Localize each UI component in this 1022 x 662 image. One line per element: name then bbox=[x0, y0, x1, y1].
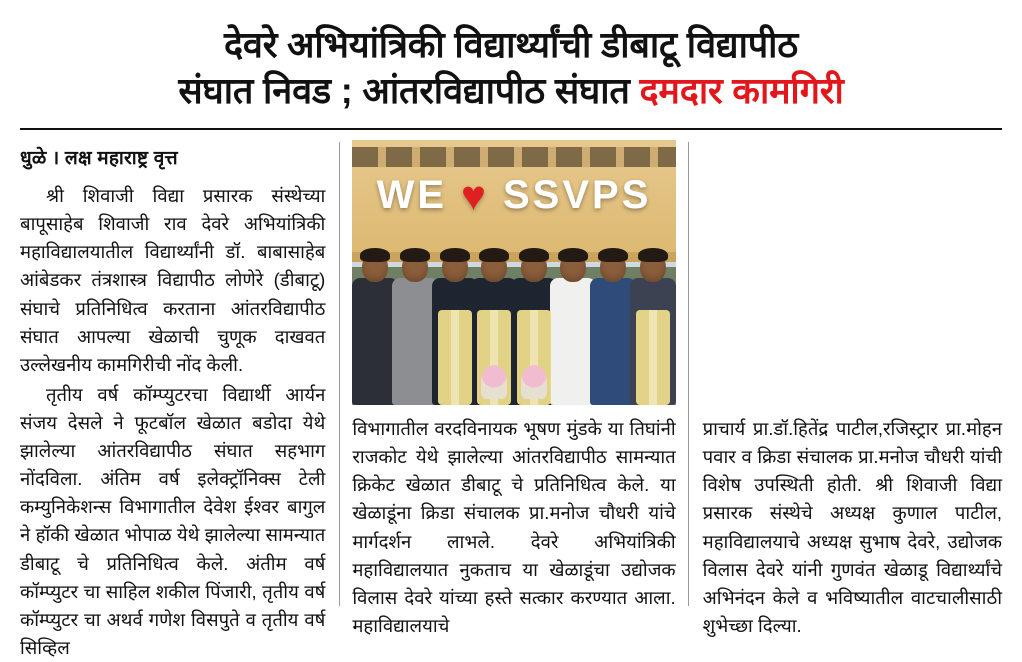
person bbox=[596, 252, 630, 405]
person bbox=[517, 252, 551, 405]
person bbox=[635, 252, 669, 405]
paragraph: प्राचार्य प्रा.डॉ.हितेंद्र पाटील,रजिस्ट्रार प्रा.मोहन पवार व क्रिडा संचालक प्रा.मनोज चौधरी यांची विशेष उपस्थिती होती. श्री शिवाजी विद्या प्रसारक संस्थेचे अध्यक्ष कुणाल पाटील, महाविद्यालयाचे अध्यक्ष सुभाष देवरे, उद्योजक विलास देवरे यांनी गुणवंत खेळाडू विद्यार्थ्यांचे अभिनंदन केले व भविष्यातील वाटचालीसाठी शुभेच्छा दिल्या. bbox=[702, 418, 1003, 636]
paragraph: श्री शिवाजी विद्या प्रसारक संस्थेच्या बापूसाहेब शिवाजी राव देवरे अभियांत्रिकी महाविद्यालयातील विद्यार्थ्यांनी डॉ. बाबासाहेब आंबेडकर तंत्रशास्त्र विद्यापीठ लोणेरे (डीबाटू) संघाचे प्रतिनिधित्व करताना आंतरविद्यापीठ संघात आपल्या खेळाची चुणूक दाखवत उल्लेखनीय कामगिरीची नोंद केली. bbox=[20, 185, 326, 375]
person bbox=[477, 252, 511, 405]
photo-scene bbox=[352, 140, 675, 405]
person-sash bbox=[636, 310, 670, 405]
person-head bbox=[402, 252, 428, 282]
bouquet bbox=[481, 365, 507, 399]
person-head bbox=[521, 252, 547, 282]
paragraph: विभागातील वरदविनायक भूषण मुंडके या तिघांनी राजकोट येथे झालेल्या आंतरविद्यापीठ सामन्यात क्रिकेट खेळात डीबाटू चे प्रतिनिधित्व केले. या खेळाडूंना क्रिडा संचालक प्रा.मनोज चौधरी यांचे मार्गदर्शन लाभले. देवरे अभियांत्रिकी महाविद्यालयात नुकताच या खेळाडूंचा उद्योजक विलास देवरे यांच्या हस्ते सत्कार करण्यात आला. महाविद्यालयाचे bbox=[352, 418, 676, 636]
paragraph: तृतीय वर्ष कॉम्प्युटरचा विद्यार्थी आर्यन संजय देसले ने फूटबॉल खेळात बडोदा येथे झालेल्या आंतरविद्यापीठ संघात सहभाग नोंदविला. अंतिम वर्ष इलेक्ट्रॉनिक्स टेली कम्युनिकेशन्स विभागातील देवेश ईश्वर बागुल ने हॉकी खेळात भोपाळ येथे झालेल्या सामन्यात डीबाटू चे प्रतिनिधित्व केले. अंतीम वर्ष कॉम्प्युटर चा साहिल शकील पिंजारी, तृतीय वर्ष कॉम्प्युटर चा अथर्व गणेश विसपुते व तृतीय वर्ष सिव्हिल bbox=[20, 383, 326, 658]
person-head bbox=[560, 252, 586, 282]
person-head bbox=[600, 252, 626, 282]
person bbox=[556, 252, 590, 405]
person-head bbox=[362, 252, 388, 282]
person-sash bbox=[438, 310, 472, 405]
person-head bbox=[442, 252, 468, 282]
article-column-2 bbox=[340, 140, 687, 636]
person bbox=[438, 252, 472, 405]
article-photo bbox=[352, 140, 675, 405]
photo-people-row bbox=[352, 209, 675, 405]
person-head bbox=[640, 252, 666, 282]
page-title bbox=[20, 22, 1002, 114]
person-head bbox=[481, 252, 507, 282]
article-column-1 bbox=[20, 140, 339, 658]
person bbox=[358, 252, 392, 405]
article-body bbox=[20, 140, 1003, 658]
headline-line-1: देवरे अभियांत्रिकी विद्यार्थ्यांची डीबाटू विद्यापीठ bbox=[223, 24, 799, 65]
headline-accent: दमदार कामगिरी bbox=[639, 70, 844, 112]
headline-line-2-plain: संघात निवड ; आंतरविद्यापीठ संघात bbox=[178, 70, 640, 112]
byline: धुळे । लक्ष महाराष्ट्र वृत्त bbox=[20, 148, 178, 170]
photo-windows bbox=[352, 147, 675, 167]
headline-divider bbox=[20, 128, 1002, 130]
heart-icon: ♥ bbox=[461, 171, 489, 219]
bouquet bbox=[521, 365, 547, 399]
article-column-3 bbox=[689, 140, 1003, 636]
photo-spacer bbox=[703, 140, 1002, 415]
sign-text-left: WE bbox=[376, 173, 448, 218]
sign-text-right: SSVPS bbox=[502, 173, 652, 218]
headline-line-2 bbox=[26, 68, 996, 114]
person bbox=[398, 252, 432, 405]
